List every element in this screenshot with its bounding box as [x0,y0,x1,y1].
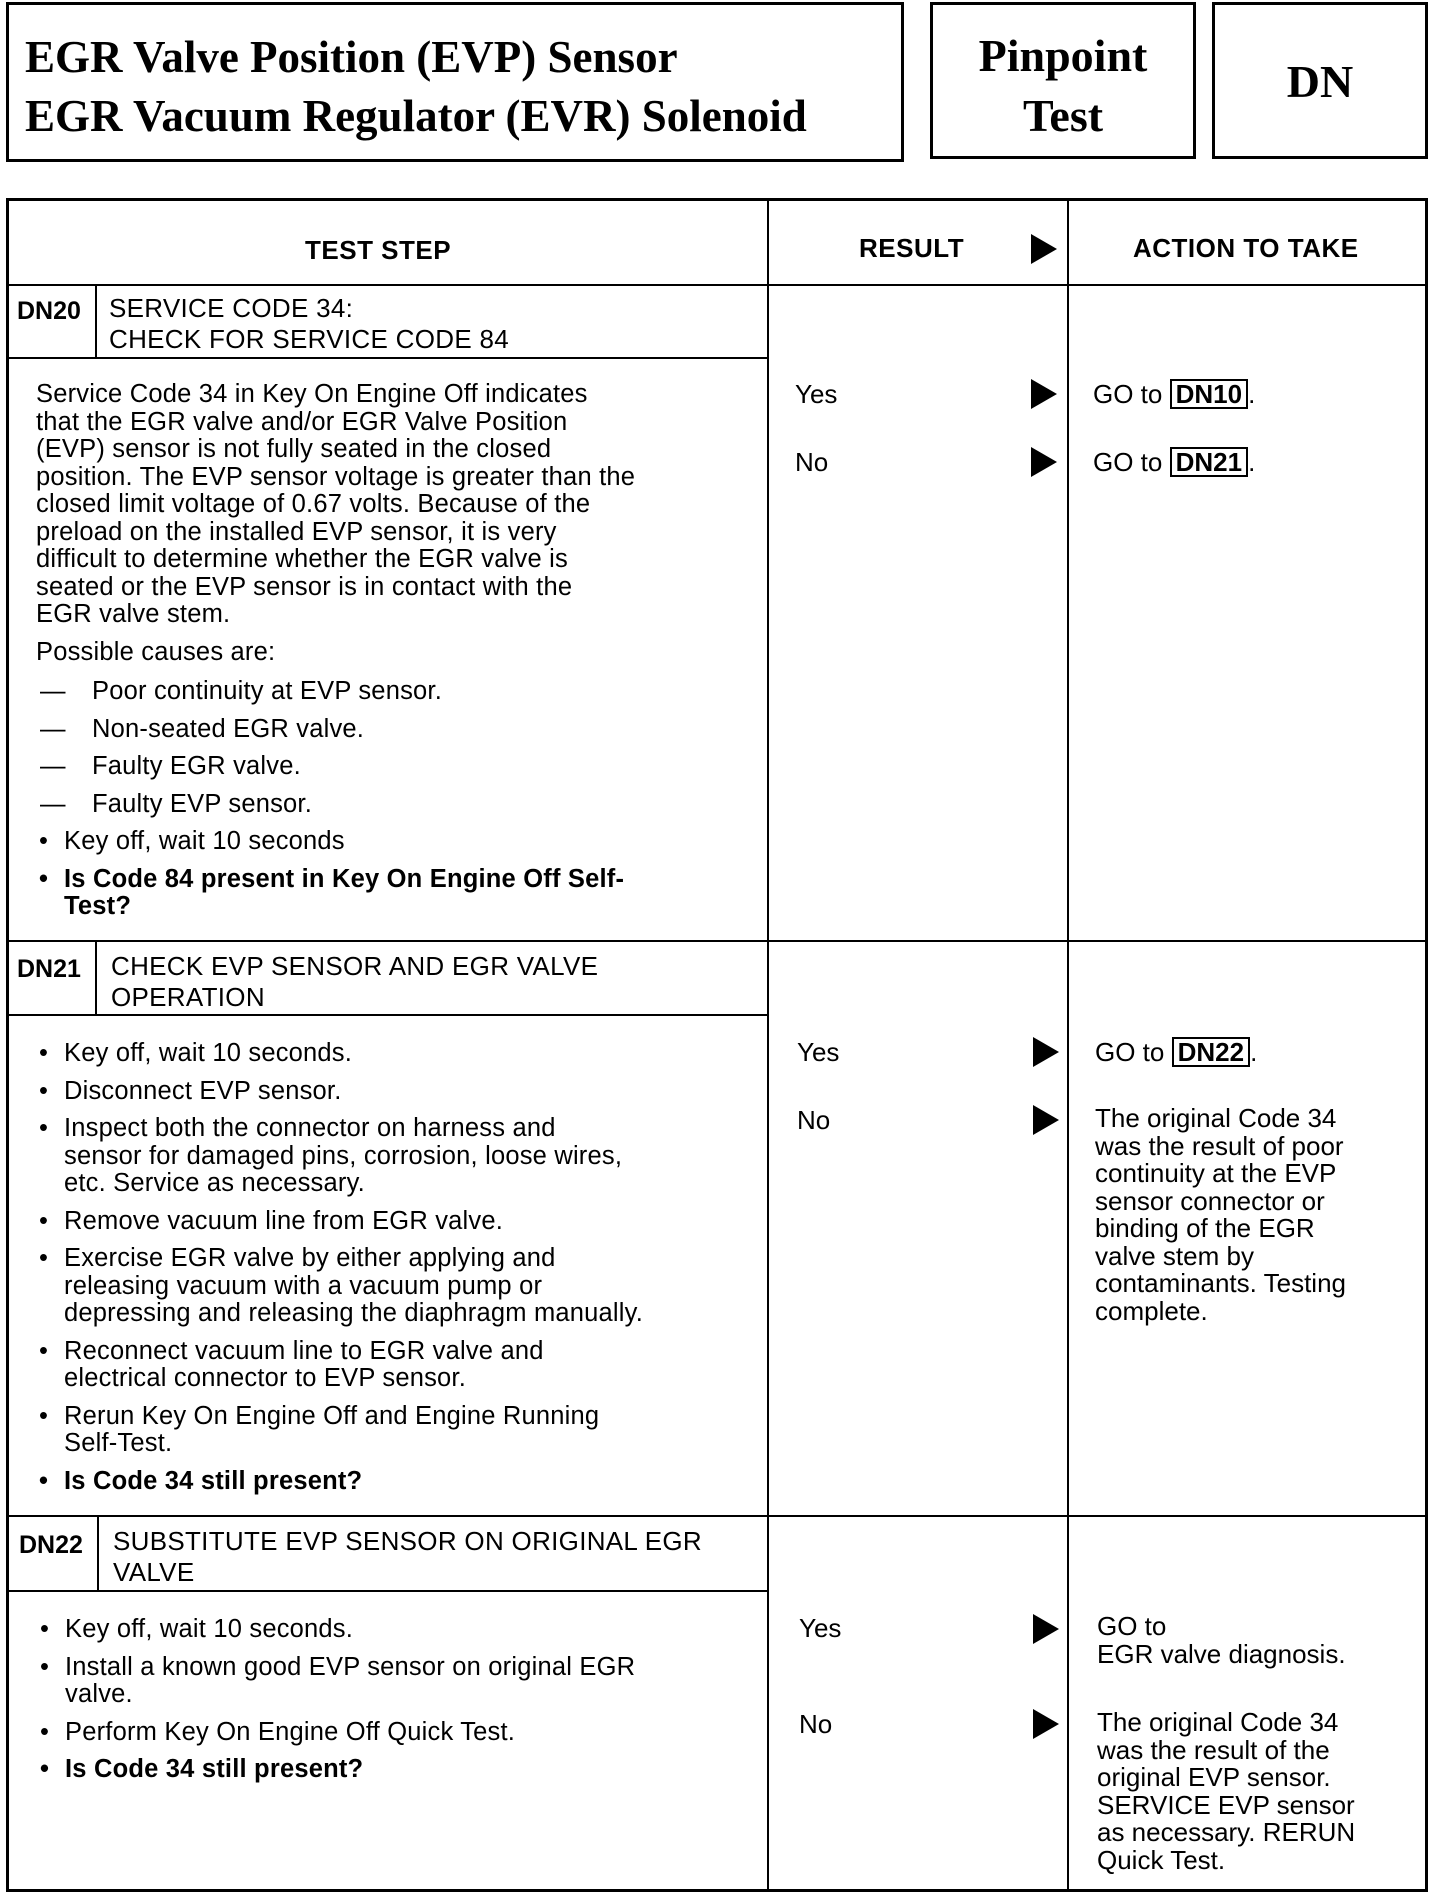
result-header: RESULT [859,233,965,263]
bullet-item: • Key off, wait 10 seconds [36,828,756,856]
pinpoint-test-box [930,2,1196,159]
question-item: • Is Code 34 still present? [36,1468,756,1496]
reference-dn21[interactable]: DN21 [1170,447,1248,477]
text-line: Service Code 34 in Key On Engine Off indicates [36,380,588,408]
reference-dn10[interactable]: DN10 [1170,379,1248,409]
text-line: • Rerun Key On Engine Off and Engine Running [64,1401,600,1430]
step-title-dn20 [109,293,509,355]
action-dn22-yes [1097,1613,1346,1668]
step-id-divider [95,940,97,1014]
text-line: seated or the EVP sensor is in contact with the [36,572,573,601]
header-divider [9,284,1425,286]
question-item: • Is Code 34 still present? [37,1756,757,1784]
step-title-line: OPERATION [111,982,265,1012]
action-header: ACTION TO TAKE [1133,233,1359,263]
step-body-dn20 [36,381,756,931]
dash: — [40,677,66,705]
text-line: depressing and releasing the diaphragm manually. [64,1299,643,1327]
causes-label: Possible causes are: [36,637,276,666]
step-body-dn21 [36,1040,756,1505]
step-body-dn22 [37,1616,757,1794]
step-title-line: CHECK EVP SENSOR AND EGR VALVE [111,951,599,981]
dash: — [40,752,66,780]
action-dn20-yes [1093,379,1255,409]
text-line: was the result of poor [1095,1130,1344,1161]
step-title-line: CHECK FOR SERVICE CODE 84 [109,324,510,354]
cause-text: Faulty EVP sensor. [92,789,312,818]
step-title-underline [9,357,767,359]
arrow-icon [1033,1709,1059,1739]
text-line: electrical connector to EVP sensor. [64,1364,466,1392]
text-line: sensor for damaged pins, corrosion, loose wires, [64,1141,623,1170]
bullet-item [37,1654,757,1709]
text-line: • Reconnect vacuum line to EGR valve and [64,1336,544,1365]
text-line: as necessary. RERUN [1097,1817,1356,1847]
text-line: complete. [1095,1295,1208,1326]
text-line: was the result of the [1097,1734,1330,1765]
action-text: GO to [1093,447,1163,477]
bullet-item [36,1403,756,1458]
dash: — [40,789,66,818]
text-line: EGR valve diagnosis. [1097,1638,1346,1669]
step-title-dn22 [113,1526,702,1588]
test-label: Test [1022,90,1104,141]
action-text: GO to [1095,1037,1165,1067]
text-line: contaminants. Testing [1095,1268,1346,1298]
action-text: GO to [1093,379,1163,409]
bullet-item [36,1245,756,1328]
cause-item [36,753,756,781]
action-text: . [1248,379,1256,409]
result-no: No [799,1709,833,1739]
title-line-2: EGR Vacuum Regulator (EVR) Solenoid [25,91,807,141]
action-text: . [1248,447,1256,477]
text-line: • Install a known good EVP sensor on original EGR [65,1652,636,1681]
step-id-dn21: DN21 [17,955,81,983]
text-line: Quick Test. [1097,1844,1226,1875]
text-line: The original Code 34 [1097,1707,1339,1737]
bullet-item: • Key off, wait 10 seconds. [36,1040,756,1068]
bullet-item: • Perform Key On Engine Off Quick Test. [37,1719,757,1747]
action-dn20-no [1093,447,1255,477]
intro-paragraph [36,381,756,629]
text-line: • Exercise EGR valve by either applying and [64,1244,556,1272]
step-title-line: SUBSTITUTE EVP SENSOR ON ORIGINAL EGR [113,1526,702,1556]
result-yes: Yes [797,1037,840,1067]
text-line: closed limit voltage of 0.67 volts. Because of the [36,490,591,518]
text-line: The original Code 34 [1095,1103,1337,1133]
step-id-divider [97,1515,99,1590]
step-title-dn21 [111,951,598,1013]
step-title-underline [9,1014,767,1016]
title-box [6,2,904,162]
text-line: position. The EVP sensor voltage is greater than the [36,462,636,491]
action-dn21-no [1095,1105,1415,1325]
arrow-icon [1033,1105,1059,1135]
question-item [36,866,756,921]
cause-text: Poor continuity at EVP sensor. [92,677,442,705]
bullet-item [36,1338,756,1393]
arrow-icon [1033,1614,1059,1644]
text-line: SERVICE EVP sensor [1097,1789,1355,1820]
text-line: • Inspect both the connector on harness and [64,1114,556,1142]
action-dn22-no [1097,1709,1417,1874]
arrow-icon [1033,1037,1059,1067]
step-id-divider [95,284,97,357]
result-no: No [795,447,829,477]
result-arrow-icon [1031,234,1057,264]
cause-item [36,678,756,706]
step-title-line: VALVE [113,1557,195,1587]
text-line: preload on the installed EVP sensor, it is very [36,517,557,546]
text-line: GO to [1097,1611,1167,1641]
bullet-item: • Remove vacuum line from EGR valve. [36,1208,756,1236]
text-line: (EVP) sensor is not fully seated in the closed [36,435,552,463]
test-code: DN [1286,56,1354,107]
cause-item [36,716,756,744]
text-line: valve. [65,1680,133,1708]
step-title-underline [9,1590,767,1592]
arrow-icon [1031,379,1057,409]
cause-text: Faulty EGR valve. [92,752,301,780]
text-line: difficult to determine whether the EGR valve is [36,545,568,573]
text-line: Test? [64,892,132,920]
action-dn21-yes [1095,1037,1257,1067]
test-step-header: TEST STEP [305,235,452,265]
test-code-box [1212,2,1428,159]
step-divider [9,1515,1425,1517]
text-line: EGR valve stem. [36,600,231,628]
text-line: that the EGR valve and/or EGR Valve Position [36,407,568,436]
step-divider [9,940,1425,942]
column-divider-2 [1067,201,1069,1889]
title-line-1: EGR Valve Position (EVP) Sensor [25,32,678,82]
cause-item [36,791,756,819]
bullet-item: • Disconnect EVP sensor. [36,1078,756,1106]
column-divider-1 [767,201,769,1889]
bullet-item: • Key off, wait 10 seconds. [37,1616,757,1644]
pinpoint-test-table [6,198,1428,1892]
step-title-line: SERVICE CODE 34: [109,293,354,323]
text-line: sensor connector or [1095,1185,1325,1216]
text-line: valve stem by [1095,1240,1254,1271]
step-id-dn22: DN22 [19,1531,83,1559]
text-line: releasing vacuum with a vacuum pump or [64,1271,543,1300]
text-line: continuity at the EVP [1095,1158,1337,1188]
text-line: original EVP sensor. [1097,1762,1331,1792]
text-line: Self-Test. [64,1429,173,1457]
result-yes: Yes [795,379,838,409]
text-line: • Is Code 84 present in Key On Engine Off Self- [64,864,625,893]
arrow-icon [1031,447,1057,477]
result-no: No [797,1105,831,1135]
dash: — [40,714,66,743]
pinpoint-label: Pinpoint [978,30,1148,81]
reference-dn22[interactable]: DN22 [1172,1037,1250,1067]
cause-text: Non-seated EGR valve. [92,714,365,743]
text-line: etc. Service as necessary. [64,1169,365,1197]
action-text: . [1250,1037,1258,1067]
result-yes: Yes [799,1613,842,1643]
text-line: binding of the EGR [1095,1213,1315,1243]
step-id-dn20: DN20 [17,297,81,325]
bullet-item [36,1115,756,1198]
